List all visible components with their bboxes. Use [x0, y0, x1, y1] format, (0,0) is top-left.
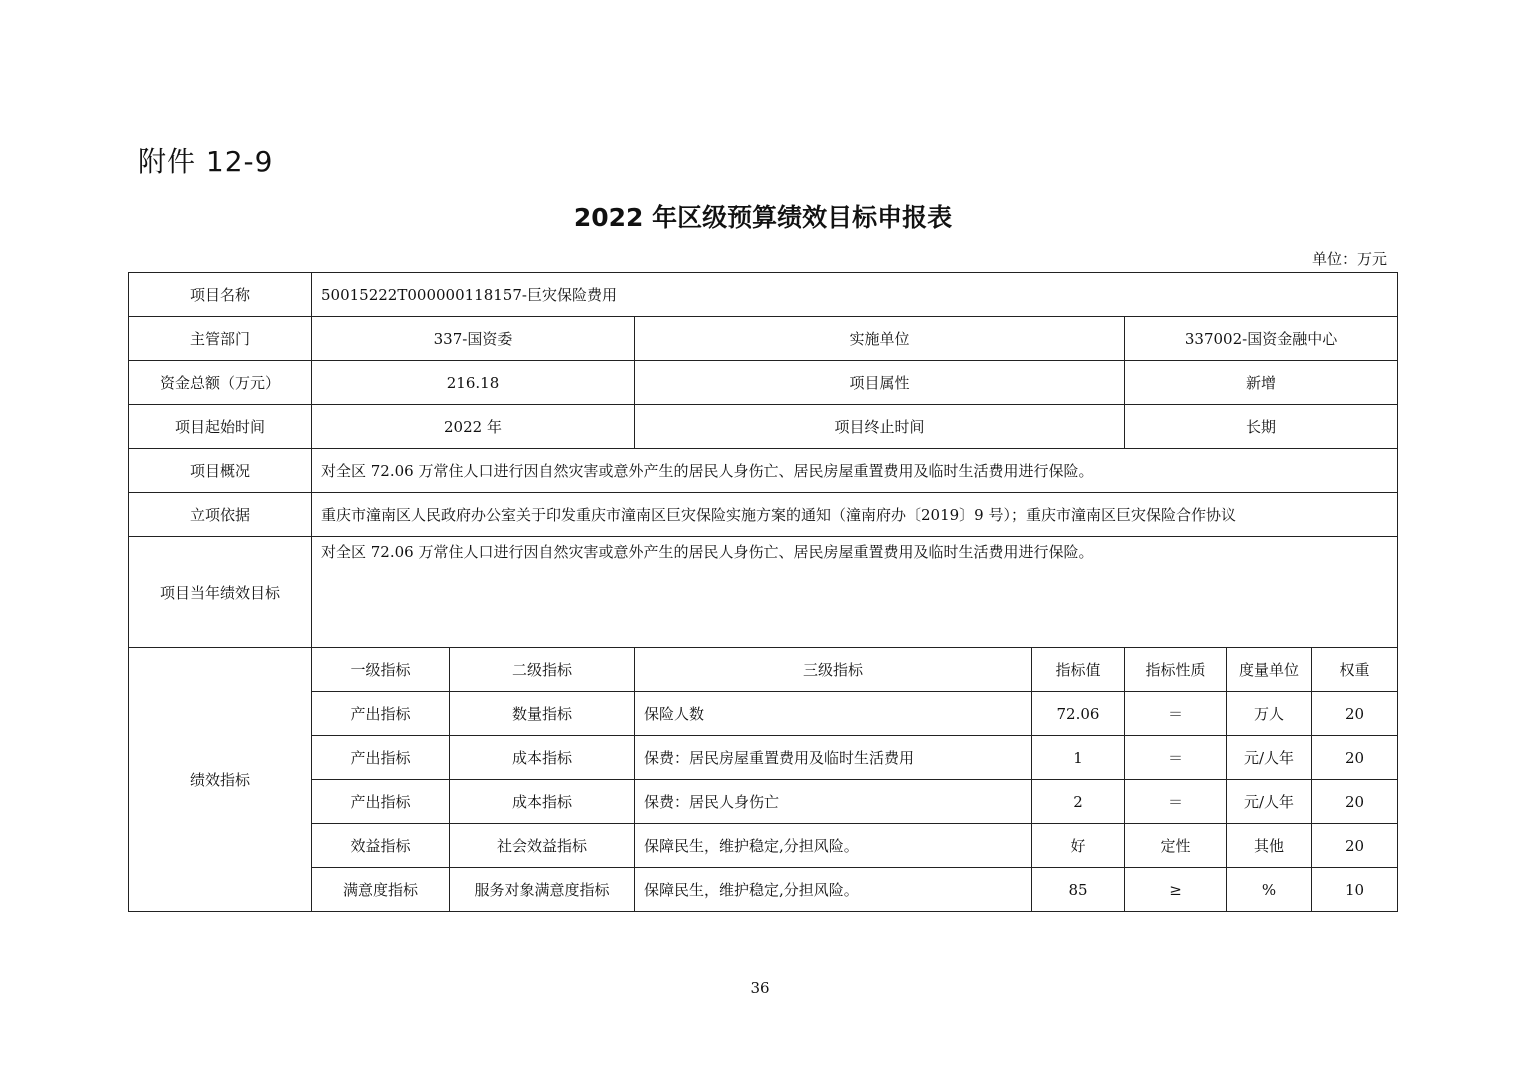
table-row: [129, 868, 1398, 912]
value-overview: 对全区 72.06 万常住人口进行因自然灾害或意外产生的居民人身伤亡、居民房屋重置费用及临时生活费用进行保险。: [312, 449, 1398, 493]
header-nature: 指标性质: [1125, 648, 1227, 692]
indicator-weight: 20: [1312, 824, 1398, 868]
indicator-nature: ＝: [1125, 692, 1227, 736]
indicator-unit: 元/人年: [1227, 736, 1312, 780]
value-total-funds: 216.18: [312, 361, 635, 405]
indicator-level1: 产出指标: [312, 780, 450, 824]
indicator-weight: 20: [1312, 780, 1398, 824]
indicator-nature: ≥: [1125, 868, 1227, 912]
header-weight: 权重: [1312, 648, 1398, 692]
indicator-level3: 保费：居民人身伤亡: [635, 780, 1032, 824]
label-annual-goal: 项目当年绩效目标: [129, 537, 312, 648]
label-implementing-unit: 实施单位: [635, 317, 1125, 361]
indicator-value: 好: [1032, 824, 1125, 868]
indicator-level2: 服务对象满意度指标: [450, 868, 635, 912]
value-end-time: 长期: [1125, 405, 1398, 449]
indicator-value: 2: [1032, 780, 1125, 824]
indicator-level3: 保费：居民房屋重置费用及临时生活费用: [635, 736, 1032, 780]
indicator-level1: 效益指标: [312, 824, 450, 868]
indicator-nature: ＝: [1125, 780, 1227, 824]
attachment-number: 附件 12-9: [138, 145, 274, 178]
indicator-level1: 产出指标: [312, 736, 450, 780]
label-performance-indicators: 绩效指标: [129, 648, 312, 912]
row-annual-goal: [129, 537, 1398, 648]
row-department: [129, 317, 1398, 361]
document-title: 2022 年区级预算绩效目标申报表: [573, 203, 953, 232]
indicator-unit: 其他: [1227, 824, 1312, 868]
indicator-level3: 保险人数: [635, 692, 1032, 736]
value-project-name: 50015222T000000118157-巨灾保险费用: [312, 273, 1398, 317]
page-number: 36: [750, 979, 770, 997]
indicator-level1: 满意度指标: [312, 868, 450, 912]
row-overview: [129, 449, 1398, 493]
indicator-weight: 20: [1312, 692, 1398, 736]
header-level1: 一级指标: [312, 648, 450, 692]
header-unit: 度量单位: [1227, 648, 1312, 692]
value-project-attribute: 新增: [1125, 361, 1398, 405]
indicator-value: 85: [1032, 868, 1125, 912]
indicator-unit: %: [1227, 868, 1312, 912]
label-end-time: 项目终止时间: [635, 405, 1125, 449]
value-start-time: 2022 年: [312, 405, 635, 449]
indicator-value: 1: [1032, 736, 1125, 780]
table-row: [129, 780, 1398, 824]
label-department: 主管部门: [129, 317, 312, 361]
indicator-unit: 元/人年: [1227, 780, 1312, 824]
performance-target-table: [128, 272, 1398, 912]
indicator-unit: 万人: [1227, 692, 1312, 736]
label-basis: 立项依据: [129, 493, 312, 537]
row-period: [129, 405, 1398, 449]
indicator-value: 72.06: [1032, 692, 1125, 736]
indicator-level2: 社会效益指标: [450, 824, 635, 868]
value-annual-goal: 对全区 72.06 万常住人口进行因自然灾害或意外产生的居民人身伤亡、居民房屋重置费用及临时生活费用进行保险。: [312, 537, 1398, 648]
row-project-name: [129, 273, 1398, 317]
table-row: [129, 824, 1398, 868]
label-project-name: 项目名称: [129, 273, 312, 317]
label-overview: 项目概况: [129, 449, 312, 493]
header-level2: 二级指标: [450, 648, 635, 692]
indicator-level1: 产出指标: [312, 692, 450, 736]
indicator-level2: 成本指标: [450, 736, 635, 780]
indicator-level3: 保障民生，维护稳定,分担风险。: [635, 824, 1032, 868]
indicator-nature: 定性: [1125, 824, 1227, 868]
indicator-nature: ＝: [1125, 736, 1227, 780]
row-basis: [129, 493, 1398, 537]
indicator-weight: 20: [1312, 736, 1398, 780]
label-project-attribute: 项目属性: [635, 361, 1125, 405]
table-row: [129, 736, 1398, 780]
header-level3: 三级指标: [635, 648, 1032, 692]
indicator-level2: 数量指标: [450, 692, 635, 736]
row-funds: [129, 361, 1398, 405]
header-value: 指标值: [1032, 648, 1125, 692]
indicator-header-row: [129, 648, 1398, 692]
indicator-level2: 成本指标: [450, 780, 635, 824]
unit-note: 单位：万元: [1311, 250, 1387, 268]
table-row: [129, 692, 1398, 736]
indicator-weight: 10: [1312, 868, 1398, 912]
label-total-funds: 资金总额（万元）: [129, 361, 312, 405]
value-department: 337-国资委: [312, 317, 635, 361]
label-start-time: 项目起始时间: [129, 405, 312, 449]
value-implementing-unit: 337002-国资金融中心: [1125, 317, 1398, 361]
indicator-level3: 保障民生，维护稳定,分担风险。: [635, 868, 1032, 912]
value-basis: 重庆市潼南区人民政府办公室关于印发重庆市潼南区巨灾保险实施方案的通知（潼南府办〔2019〕9 号）；重庆市潼南区巨灾保险合作协议: [312, 493, 1398, 537]
